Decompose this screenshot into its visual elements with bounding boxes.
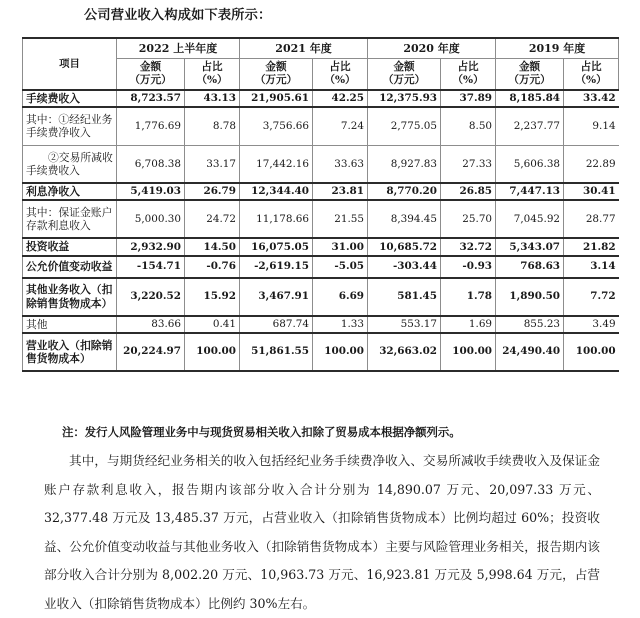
cell-value: 32.72 bbox=[441, 238, 496, 255]
table-head bbox=[23, 38, 619, 90]
cell-value: 1,776.69 bbox=[117, 107, 185, 145]
cell-value: 1.69 bbox=[441, 316, 496, 333]
cell-value: 24,490.40 bbox=[496, 333, 564, 371]
cell-value: 5,343.07 bbox=[496, 238, 564, 255]
subheader-amount-line1: 金额 bbox=[518, 61, 541, 74]
cell-value: 5,000.30 bbox=[117, 200, 185, 238]
subheader-ratio-line1: 占比 bbox=[201, 61, 223, 74]
cell-value: 1,890.50 bbox=[496, 278, 564, 316]
cell-value: 25.70 bbox=[441, 200, 496, 238]
cell-value: -303.44 bbox=[368, 256, 441, 278]
revenue-composition-table-wrap bbox=[22, 37, 618, 372]
cell-value: 6.69 bbox=[313, 278, 368, 316]
cell-value: 7.24 bbox=[313, 107, 368, 145]
year-header-2021: 2021 年度 bbox=[240, 38, 368, 59]
subheader-ratio-line1: 占比 bbox=[457, 61, 479, 74]
cell-value: 20,224.97 bbox=[117, 333, 185, 371]
cell-value: 16,075.05 bbox=[240, 238, 313, 255]
subheader-ratio-2019 bbox=[564, 59, 619, 91]
cell-value: 1.33 bbox=[313, 316, 368, 333]
cell-value: -5.05 bbox=[313, 256, 368, 278]
body-paragraph bbox=[44, 447, 600, 618]
cell-value: 21.82 bbox=[564, 238, 619, 255]
row-label: 投资收益 bbox=[23, 238, 117, 255]
subheader-amount-2021 bbox=[240, 59, 313, 91]
cell-value: 31.00 bbox=[313, 238, 368, 255]
cell-value: 28.77 bbox=[564, 200, 619, 238]
cell-value: 100.00 bbox=[313, 333, 368, 371]
row-label: 其中：保证金账户存款利息收入 bbox=[23, 200, 117, 238]
cell-value: 26.85 bbox=[441, 183, 496, 200]
cell-value: 3.14 bbox=[564, 256, 619, 278]
subheader-ratio-line2: （%） bbox=[452, 74, 484, 86]
row-label: 手续费收入 bbox=[23, 90, 117, 107]
cell-value: 5,419.03 bbox=[117, 183, 185, 200]
cell-value: 2,932.90 bbox=[117, 238, 185, 255]
cell-value: 8,185.84 bbox=[496, 90, 564, 107]
table-body bbox=[23, 90, 619, 371]
subheader-amount-2019 bbox=[496, 59, 564, 91]
cell-value: 7,447.13 bbox=[496, 183, 564, 200]
table-row bbox=[23, 316, 619, 333]
table-row bbox=[23, 183, 619, 200]
cell-value: 43.13 bbox=[185, 90, 240, 107]
cell-value: 14.50 bbox=[185, 238, 240, 255]
cell-value: 51,861.55 bbox=[240, 333, 313, 371]
row-label: 其中：①经纪业务手续费净收入 bbox=[23, 107, 117, 145]
subheader-ratio-2022 bbox=[185, 59, 240, 91]
subheader-ratio-line1: 占比 bbox=[580, 61, 602, 74]
cell-value: 23.81 bbox=[313, 183, 368, 200]
subheader-amount-line1: 金额 bbox=[139, 61, 162, 74]
cell-value: 9.14 bbox=[564, 107, 619, 145]
cell-value: -2,619.15 bbox=[240, 256, 313, 278]
cell-value: 100.00 bbox=[441, 333, 496, 371]
item-header-label: 项目 bbox=[59, 57, 80, 70]
subheader-ratio-2021 bbox=[313, 59, 368, 91]
row-label: 利息净收入 bbox=[23, 183, 117, 200]
table-row bbox=[23, 333, 619, 371]
cell-value: 8.50 bbox=[441, 107, 496, 145]
cell-value: 0.41 bbox=[185, 316, 240, 333]
cell-value: -154.71 bbox=[117, 256, 185, 278]
cell-value: 12,344.40 bbox=[240, 183, 313, 200]
cell-value: 33.42 bbox=[564, 90, 619, 107]
cell-value: 37.89 bbox=[441, 90, 496, 107]
cell-value: 24.72 bbox=[185, 200, 240, 238]
cell-value: 7.72 bbox=[564, 278, 619, 316]
cell-value: 83.66 bbox=[117, 316, 185, 333]
row-label: 其他 bbox=[23, 316, 117, 333]
cell-value: 768.63 bbox=[496, 256, 564, 278]
cell-value: 855.23 bbox=[496, 316, 564, 333]
cell-value: 1.78 bbox=[441, 278, 496, 316]
cell-value: 32,663.02 bbox=[368, 333, 441, 371]
cell-value: 30.41 bbox=[564, 183, 619, 200]
year-header-2020: 2020 年度 bbox=[368, 38, 496, 59]
row-label: 营业收入（扣除销售货物成本） bbox=[23, 333, 117, 371]
cell-value: 21.55 bbox=[313, 200, 368, 238]
subheader-ratio-line2: （%） bbox=[324, 74, 356, 86]
cell-value: 553.17 bbox=[368, 316, 441, 333]
subheader-amount-2022 bbox=[117, 59, 185, 91]
subheader-amount-line2: （万元） bbox=[129, 74, 172, 86]
year-header-2019: 2019 年度 bbox=[496, 38, 619, 59]
cell-value: 2,237.77 bbox=[496, 107, 564, 145]
cell-value: 687.74 bbox=[240, 316, 313, 333]
cell-value: -0.93 bbox=[441, 256, 496, 278]
cell-value: 2,775.05 bbox=[368, 107, 441, 145]
cell-value: 21,905.61 bbox=[240, 90, 313, 107]
cell-value: 8,394.45 bbox=[368, 200, 441, 238]
subheader-amount-line1: 金额 bbox=[393, 61, 415, 74]
table-row bbox=[23, 238, 619, 255]
cell-value: 15.92 bbox=[185, 278, 240, 316]
cell-value: 8,927.83 bbox=[368, 145, 441, 183]
cell-value: 100.00 bbox=[564, 333, 619, 371]
table-row bbox=[23, 278, 619, 316]
table-row bbox=[23, 90, 619, 107]
table-row bbox=[23, 145, 619, 183]
cell-value: 22.89 bbox=[564, 145, 619, 183]
table-row bbox=[23, 107, 619, 145]
cell-value: 33.63 bbox=[313, 145, 368, 183]
cell-value: 17,442.16 bbox=[240, 145, 313, 183]
cell-value: 8,770.20 bbox=[368, 183, 441, 200]
cell-value: 8.78 bbox=[185, 107, 240, 145]
cell-value: 11,178.66 bbox=[240, 200, 313, 238]
subheader-amount-line1: 金额 bbox=[265, 61, 287, 74]
cell-value: 3,756.66 bbox=[240, 107, 313, 145]
cell-value: -0.76 bbox=[185, 256, 240, 278]
table-footnote: 注：发行人风险管理业务中与现货贸易相关收入扣除了贸易成本根据净额列示。 bbox=[62, 425, 461, 439]
subheader-ratio-line2: （%） bbox=[196, 74, 228, 86]
paragraph-text: 其中，与期货经纪业务相关的收入包括经纪业务手续费净收入、交易所减收手续费收入及保证金账户存款利息收入，报告期内该部分收入合计分别为 14,890.07 万元、20,097.33 万元、32,377.48 万元及 13,485.37 万元，占营业收入（扣除销售货物成本）比例均超过 60%；投资收益、公允价值变动收益与其他业务收入（扣除销售货物成本）主要与风险管理业务相关，报告期内该部分收入合计分别为 8,002.20 万元、10,963.73 万元、16,923.81 万元及 5,998.64 万元，占营业收入（扣除销售货物成本）比例约 30%左右。 bbox=[44, 453, 600, 611]
table-row bbox=[23, 256, 619, 278]
cell-value: 5,606.38 bbox=[496, 145, 564, 183]
cell-value: 26.79 bbox=[185, 183, 240, 200]
item-header-cell bbox=[23, 38, 117, 90]
cell-value: 3.49 bbox=[564, 316, 619, 333]
table-row bbox=[23, 200, 619, 238]
subheader-amount-line2: （万元） bbox=[382, 74, 426, 86]
cell-value: 3,220.52 bbox=[117, 278, 185, 316]
cell-value: 12,375.93 bbox=[368, 90, 441, 107]
subheader-ratio-line1: 占比 bbox=[329, 61, 351, 74]
cell-value: 3,467.91 bbox=[240, 278, 313, 316]
subheader-ratio-2020 bbox=[441, 59, 496, 91]
row-label: 其他业务收入（扣除销售货物成本） bbox=[23, 278, 117, 316]
subheader-amount-2020 bbox=[368, 59, 441, 91]
cell-value: 27.33 bbox=[441, 145, 496, 183]
subheader-amount-line2: （万元） bbox=[508, 74, 551, 86]
year-header-2022: 2022 上半年度 bbox=[117, 38, 240, 59]
cell-value: 7,045.92 bbox=[496, 200, 564, 238]
subheader-amount-line2: （万元） bbox=[254, 74, 298, 86]
cell-value: 33.17 bbox=[185, 145, 240, 183]
cell-value: 8,723.57 bbox=[117, 90, 185, 107]
cell-value: 42.25 bbox=[313, 90, 368, 107]
subheader-ratio-line2: （%） bbox=[575, 74, 607, 86]
revenue-composition-table bbox=[22, 37, 619, 372]
row-label: ②交易所减收手续费收入 bbox=[23, 145, 117, 183]
row-label: 公允价值变动收益 bbox=[23, 256, 117, 278]
table-header-years-row bbox=[23, 38, 619, 59]
cell-value: 10,685.72 bbox=[368, 238, 441, 255]
cell-value: 100.00 bbox=[185, 333, 240, 371]
intro-text: 公司营业收入构成如下表所示： bbox=[84, 8, 272, 23]
cell-value: 6,708.38 bbox=[117, 145, 185, 183]
cell-value: 581.45 bbox=[368, 278, 441, 316]
